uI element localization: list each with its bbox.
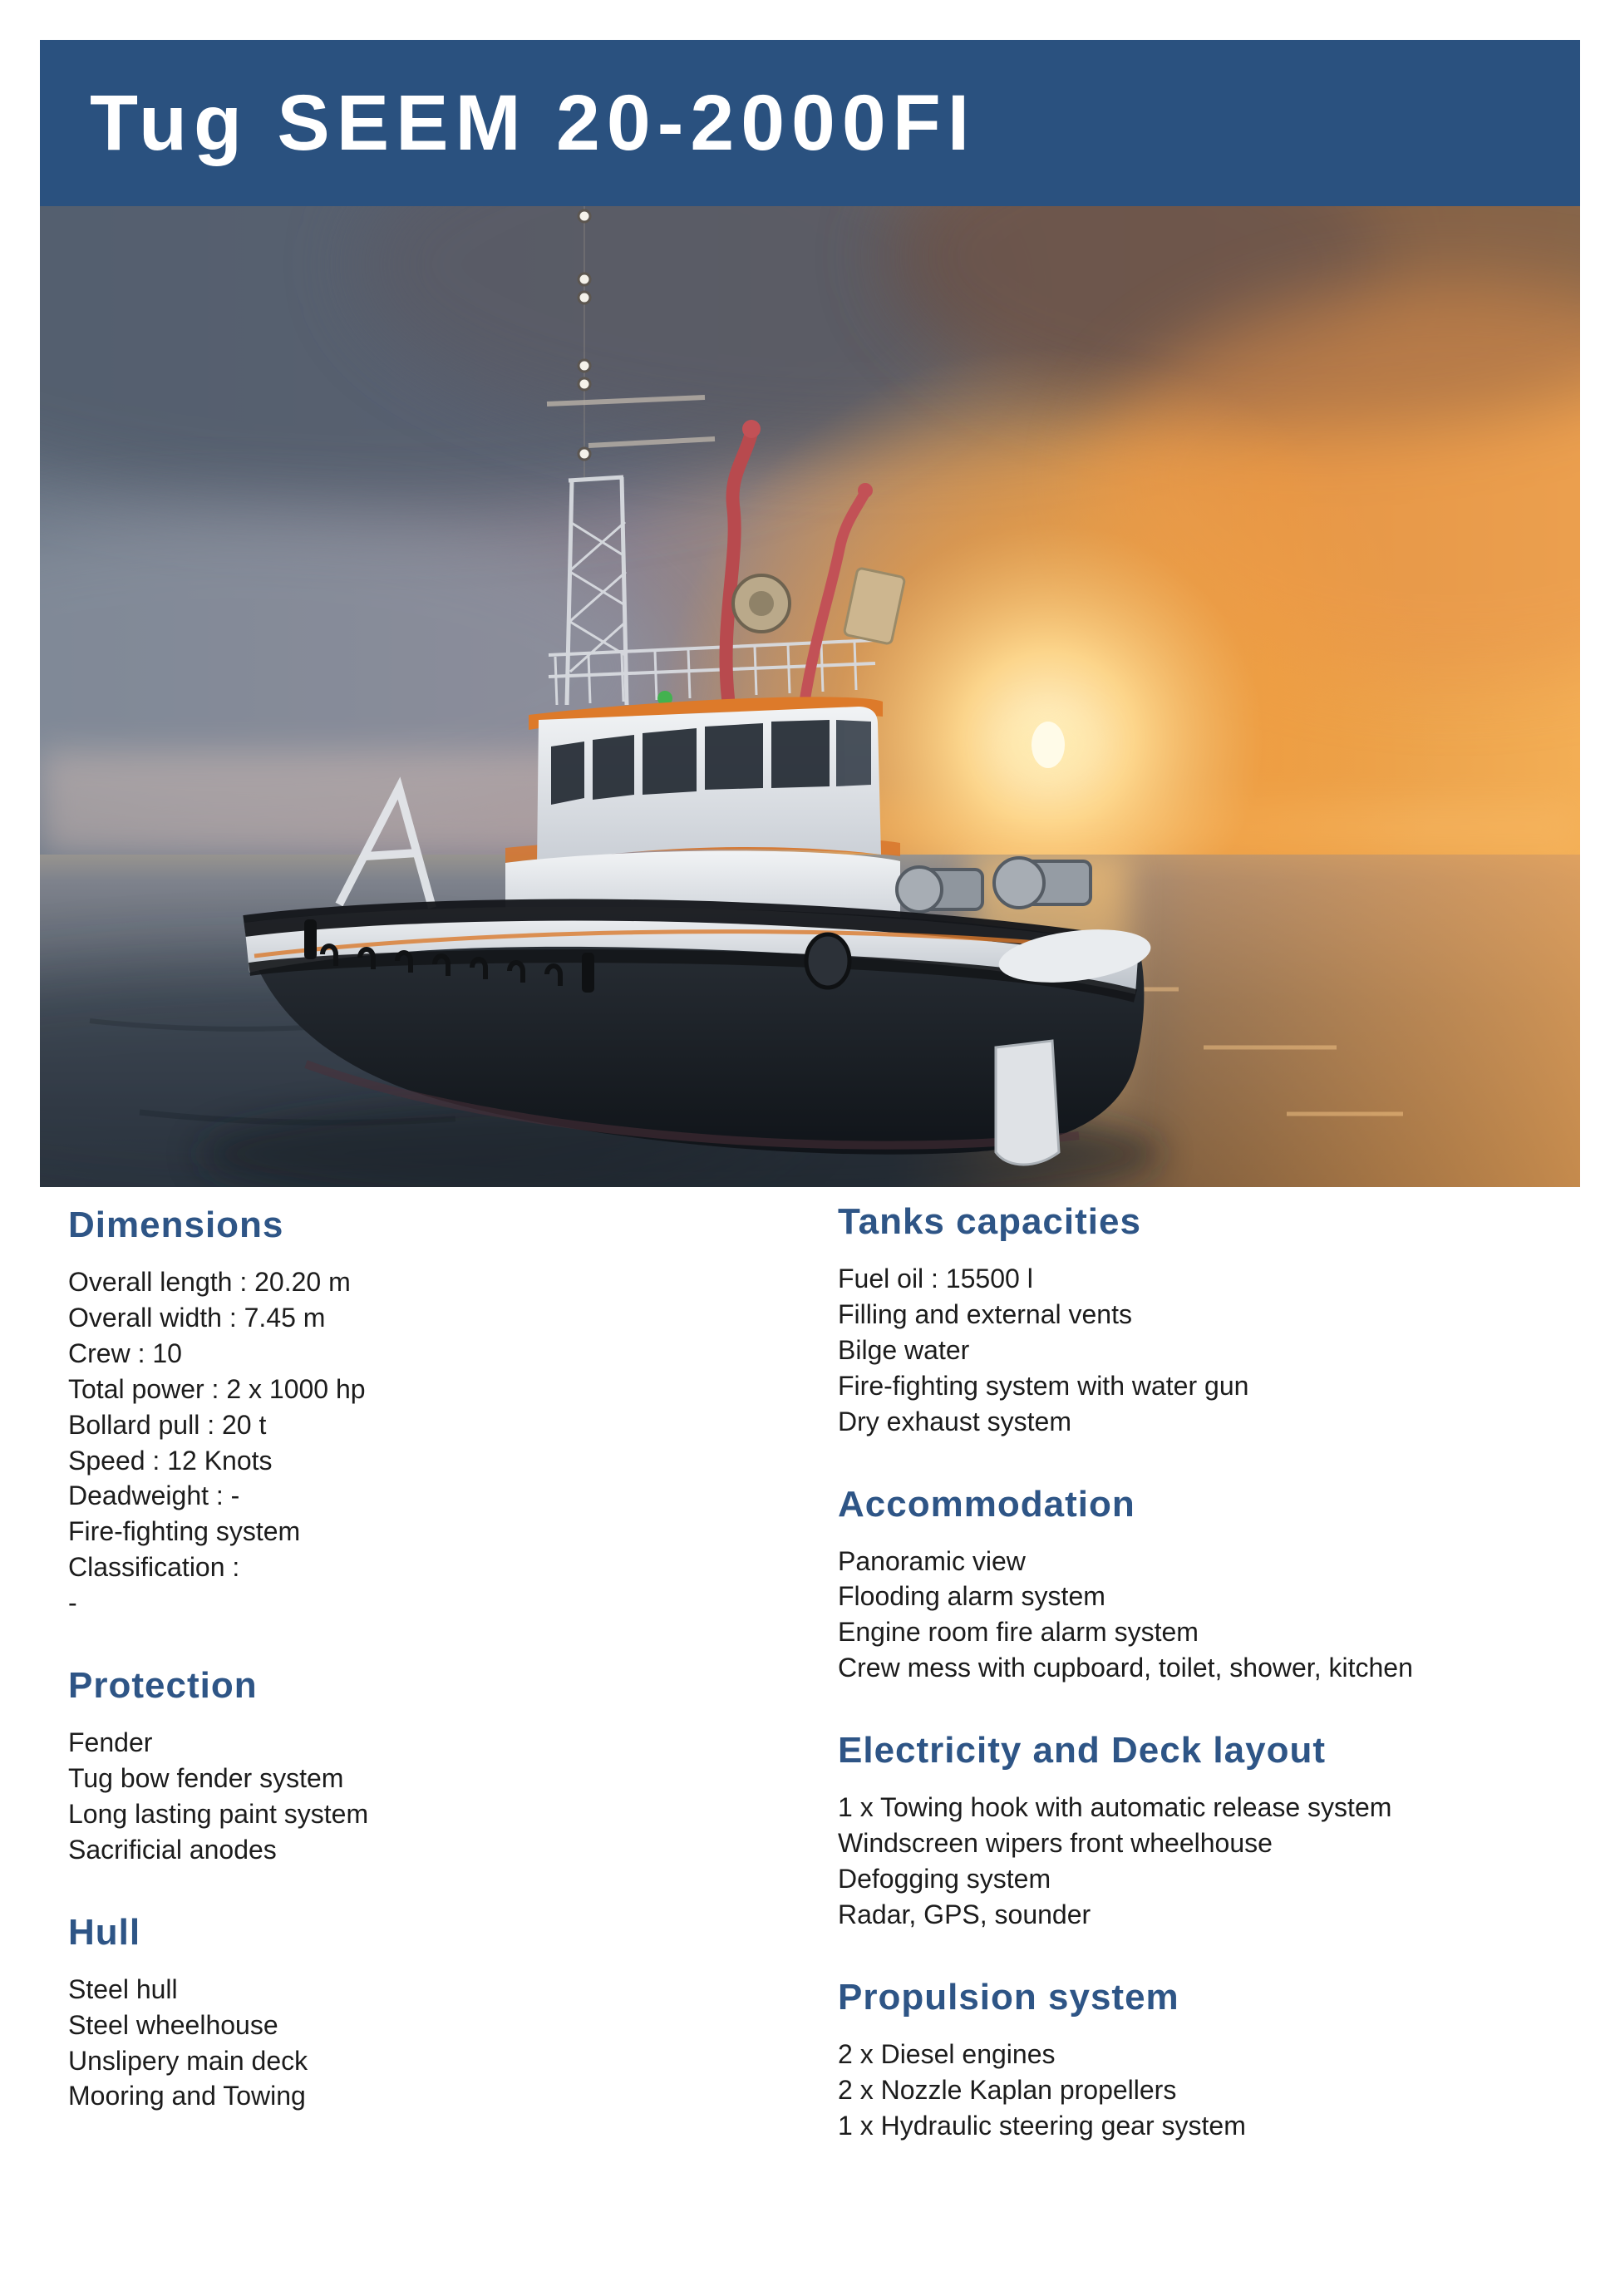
- hero-image: [40, 206, 1580, 1187]
- section-heading: Dimensions: [68, 1205, 284, 1245]
- spec-line: Sacrificial anodes: [68, 1834, 277, 1865]
- spec-line: Fire-fighting system: [68, 1516, 301, 1547]
- spec-line: Bilge water: [838, 1334, 970, 1365]
- spec-section-propulsion: [838, 1976, 1586, 2141]
- spec-line: Dry exhaust system: [838, 1406, 1071, 1436]
- section-heading: Hull: [68, 1911, 141, 1953]
- spec-section-tanks: [838, 1201, 1586, 1436]
- spec-line: Fire-fighting system with water gun: [838, 1370, 1249, 1401]
- section-heading: Accommodation: [838, 1483, 1135, 1525]
- spec-line: Filling and external vents: [838, 1298, 1132, 1329]
- spec-line: Speed : 12 Knots: [68, 1445, 273, 1476]
- tugboat-sunset-illustration: [40, 206, 1580, 1187]
- spec-section-protection: [68, 1665, 800, 1865]
- spec-line: Crew mess with cupboard, toilet, shower, kitchen: [838, 1653, 1413, 1683]
- spec-line: Steel hull: [68, 1973, 178, 2004]
- spec-section-accommodation: [838, 1483, 1586, 1683]
- section-heading: Protection: [68, 1665, 258, 1707]
- section-heading: Tanks capacities: [838, 1201, 1141, 1242]
- left-column: [68, 1207, 800, 2118]
- spec-line: Deadweight : -: [68, 1481, 240, 1511]
- right-column: [838, 1201, 1586, 2148]
- spec-line: Panoramic view: [838, 1545, 1026, 1576]
- spec-line: Defogging system: [838, 1863, 1051, 1894]
- spec-line: Windscreen wipers front wheelhouse: [838, 1828, 1273, 1859]
- spec-line: Tug bow fender system: [68, 1762, 344, 1793]
- spec-line: 1 x Towing hook with automatic release system: [838, 1792, 1392, 1823]
- spec-line: Long lasting paint system: [68, 1798, 369, 1829]
- spec-line: Mooring and Towing: [68, 2081, 306, 2111]
- spec-line: -: [68, 1588, 77, 1619]
- spec-line: Total power : 2 x 1000 hp: [68, 1373, 366, 1404]
- spec-line: 1 x Hydraulic steering gear system: [838, 2110, 1246, 2141]
- spec-line: Fuel oil : 15500 l: [838, 1264, 1033, 1293]
- section-heading: Propulsion system: [838, 1976, 1179, 2018]
- spec-section-dimensions: [68, 1207, 800, 1618]
- spec-line: Flooding alarm system: [838, 1581, 1105, 1612]
- spec-line: Radar, GPS, sounder: [838, 1899, 1091, 1929]
- spec-line: Unslipery main deck: [68, 2045, 308, 2076]
- spec-line: Crew : 10: [68, 1338, 182, 1368]
- spec-section-electricity-deck: [838, 1732, 1586, 1929]
- page-header: [40, 40, 1580, 206]
- spec-line: Overall length : 20.20 m: [68, 1267, 351, 1297]
- page-title: Tug SEEM 20-2000FI: [90, 78, 977, 167]
- spec-line: Overall width : 7.45 m: [68, 1302, 326, 1333]
- spec-line: 2 x Diesel engines: [838, 2038, 1056, 2069]
- spec-line: Steel wheelhouse: [68, 2009, 278, 2040]
- section-heading: Electricity and Deck layout: [838, 1730, 1326, 1771]
- spec-line: Engine room fire alarm system: [838, 1617, 1199, 1648]
- spec-line: 2 x Nozzle Kaplan propellers: [838, 2074, 1177, 2105]
- spec-line: Fender: [68, 1727, 153, 1758]
- spec-line: Classification :: [68, 1552, 240, 1583]
- spec-line: Bollard pull : 20 t: [68, 1409, 267, 1440]
- spec-section-hull: [68, 1911, 800, 2111]
